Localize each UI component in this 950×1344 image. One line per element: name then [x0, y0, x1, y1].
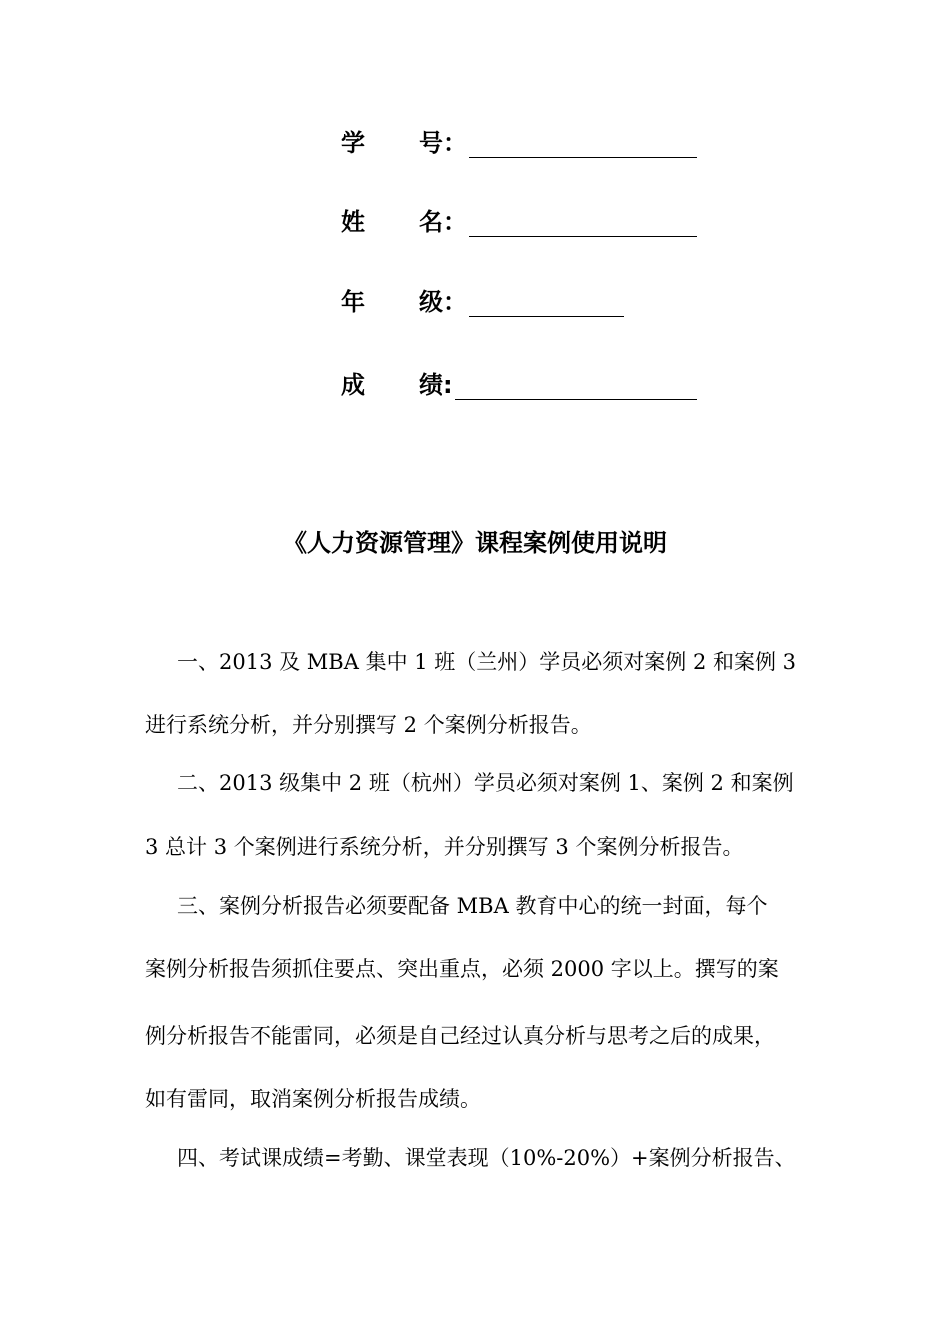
- grade-blank-line[interactable]: [469, 290, 624, 317]
- score-label-first: 成: [341, 371, 365, 399]
- paragraph-line: 例分析报告不能雷同，必须是自己经过认真分析与思考之后的成果，: [145, 1024, 775, 1048]
- paragraph-line: 3 总计 3 个案例进行系统分析，并分别撰写 3 个案例分析报告。: [145, 835, 744, 859]
- paragraph-line: 如有雷同，取消案例分析报告成绩。: [145, 1087, 481, 1111]
- score-label-second: 绩:: [419, 371, 453, 399]
- paragraph-line: 四、考试课成绩=考勤、课堂表现（10%-20%）+案例分析报告、: [177, 1146, 796, 1170]
- name-label-second: 名：: [419, 208, 467, 236]
- grade-field: [341, 283, 624, 317]
- paragraph-line: 三、案例分析报告必须要配备 MBA 教育中心的统一封面，每个: [177, 894, 768, 918]
- paragraph-line: 一、2013 及 MBA 集中 1 班（兰州）学员必须对案例 2 和案例 3: [177, 650, 797, 674]
- name-label-first: 姓: [341, 208, 365, 236]
- name-blank-line[interactable]: [469, 210, 697, 237]
- document-title: 《人力资源管理》课程案例使用说明: [283, 529, 667, 557]
- paragraph-line: 进行系统分析，并分别撰写 2 个案例分析报告。: [145, 713, 592, 737]
- score-blank-line[interactable]: [455, 373, 697, 400]
- name-field: [341, 203, 697, 237]
- score-field: [341, 366, 697, 400]
- paragraph-line: 二、2013 级集中 2 班（杭州）学员必须对案例 1、案例 2 和案例: [177, 771, 794, 795]
- student-id-blank-line[interactable]: [469, 131, 697, 158]
- student-id-field: [341, 124, 697, 158]
- grade-label-second: 级：: [419, 288, 467, 316]
- paragraph-line: 案例分析报告须抓住要点、突出重点，必须 2000 字以上。撰写的案: [145, 957, 779, 981]
- student-id-label-first: 学: [341, 129, 365, 157]
- grade-label-first: 年: [341, 288, 365, 316]
- student-id-label-second: 号：: [419, 129, 467, 157]
